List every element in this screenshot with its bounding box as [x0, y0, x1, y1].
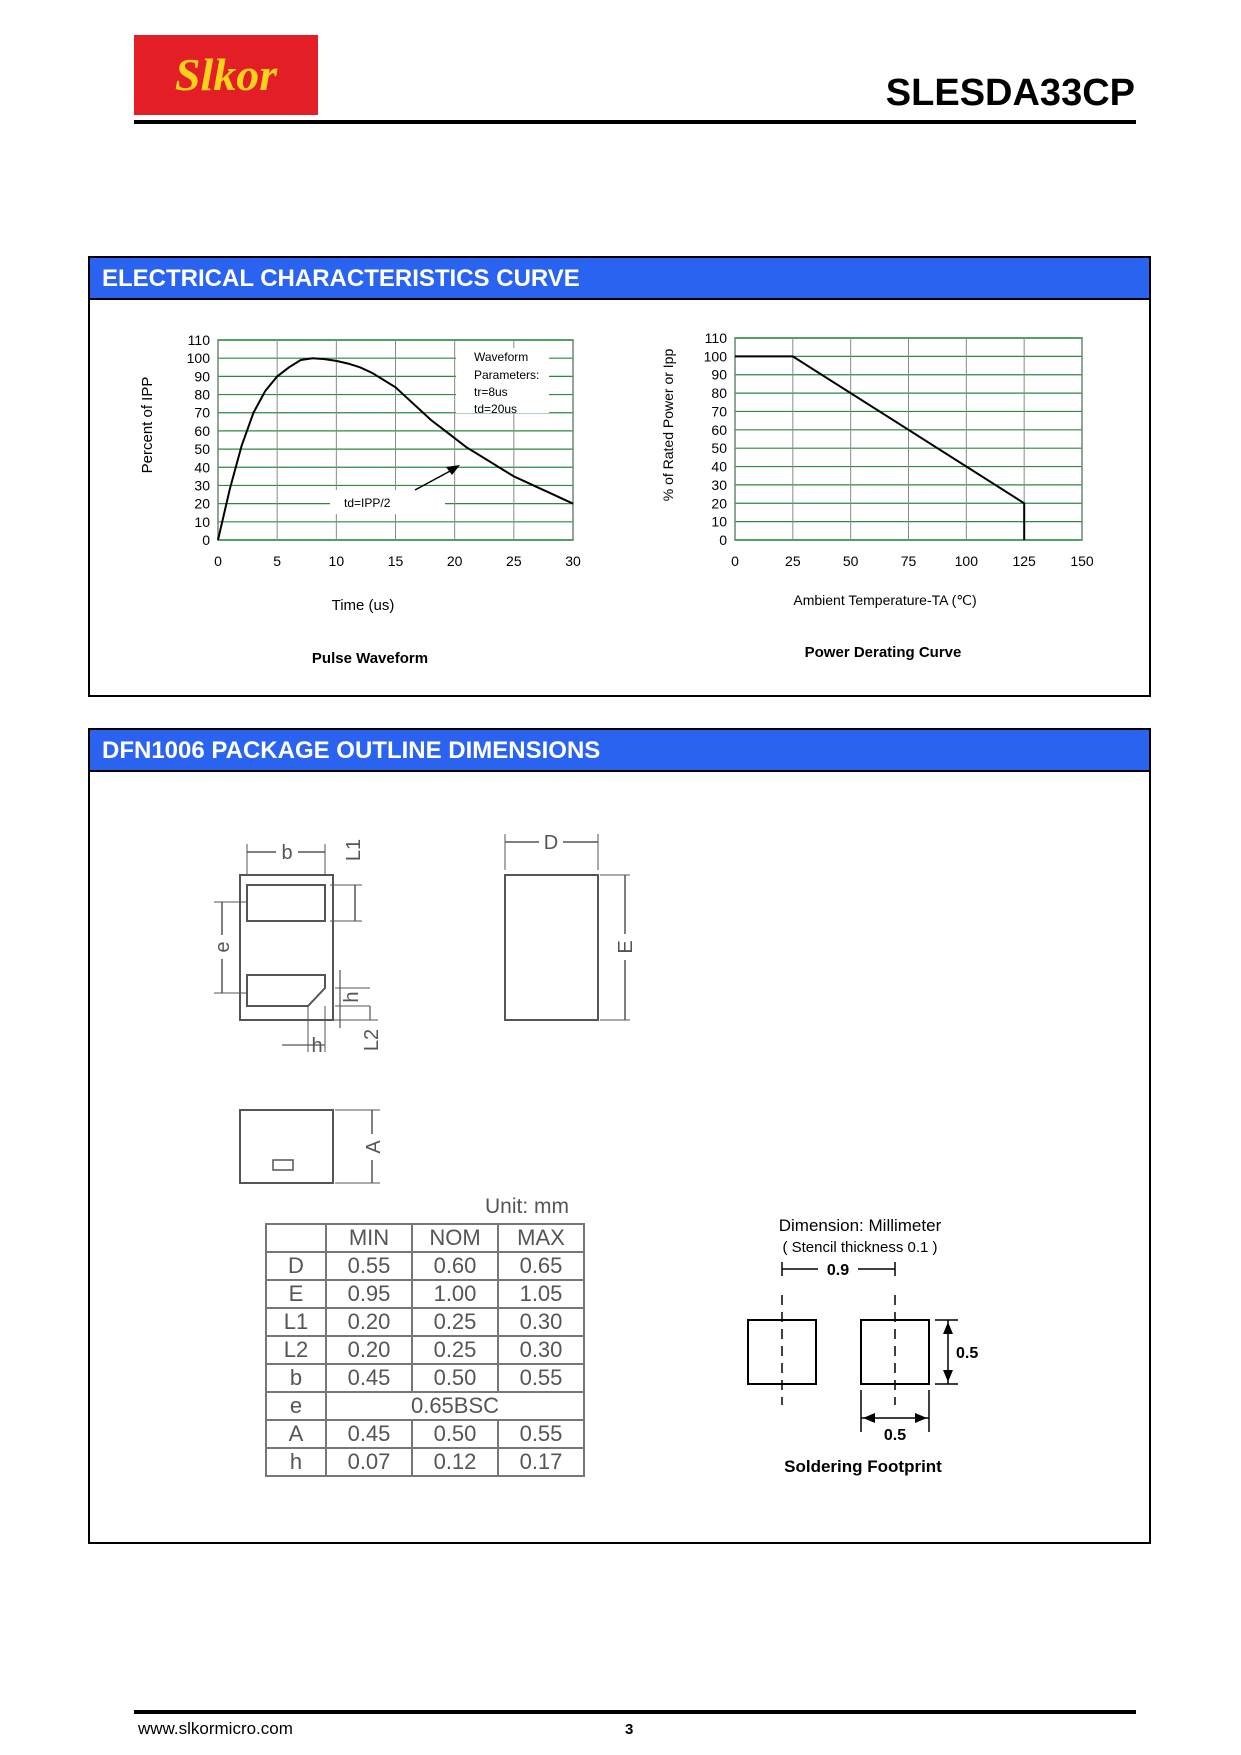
- y-tick-label: 70: [711, 403, 727, 420]
- table-cell: 0.20: [326, 1336, 412, 1364]
- y-tick-label: 10: [711, 513, 727, 530]
- table-cell: 0.45: [326, 1420, 412, 1448]
- logo-text: Slkor: [174, 49, 278, 100]
- height-arrow-up: [943, 1322, 953, 1334]
- table-cell: 0.55: [498, 1364, 584, 1392]
- table-cell: 0.20: [326, 1308, 412, 1336]
- dim-label-h-vertical: h: [341, 991, 363, 1003]
- y-tick-label: 30: [711, 476, 727, 493]
- y-tick-label: 70: [194, 404, 210, 421]
- x-tick-label: 125: [1012, 553, 1036, 569]
- table-cell: 0.55: [326, 1252, 412, 1280]
- y-ticks: [187, 332, 211, 548]
- slkor-logo: [134, 35, 318, 115]
- x-tick-label: 20: [446, 553, 463, 569]
- dim-label-l2: L2: [361, 1028, 383, 1052]
- table-row: [266, 1364, 584, 1392]
- y-tick-label: 50: [711, 440, 727, 457]
- table-cell: 1.05: [498, 1280, 584, 1308]
- width-arrow-left: [863, 1413, 875, 1423]
- part-number: SLESDA33CP: [885, 72, 1135, 114]
- x-axis-label: Ambient Temperature-TA (℃): [793, 592, 977, 608]
- pad-1: [247, 885, 325, 921]
- footer-url[interactable]: www.slkormicro.com: [138, 1719, 293, 1738]
- bottom-view-body: [240, 875, 333, 1020]
- table-row: [266, 1308, 584, 1336]
- table-cell: 0.65BSC: [326, 1392, 584, 1420]
- y-tick-label: 0: [719, 532, 727, 548]
- table-cell: D: [266, 1252, 326, 1280]
- legend-line-2: Parameters:: [474, 368, 540, 382]
- y-tick-label: 50: [194, 441, 210, 458]
- table-cell: 0.95: [326, 1280, 412, 1308]
- table-header-cell: MAX: [498, 1224, 584, 1252]
- dim-label-a: A: [363, 1140, 385, 1154]
- dim-label-b: b: [281, 842, 293, 864]
- y-tick-label: 110: [187, 332, 210, 348]
- y-tick-label: 100: [703, 348, 727, 365]
- table-header-cell: [266, 1224, 326, 1252]
- chart-title: Pulse Waveform: [311, 650, 429, 667]
- footprint-title: Soldering Footprint: [784, 1457, 942, 1476]
- x-tick-label: 10: [328, 553, 345, 569]
- table-cell: e: [266, 1392, 326, 1420]
- y-tick-label: 20: [194, 495, 210, 512]
- top-view-body: [505, 875, 598, 1020]
- power-derating-chart: [650, 325, 1120, 675]
- chart-title: Power Derating Curve: [804, 644, 962, 661]
- y-tick-label: 40: [194, 459, 210, 476]
- table-cell: 0.60: [412, 1252, 498, 1280]
- table-cell: 0.17: [498, 1448, 584, 1476]
- y-axis-label: % of Rated Power or Ipp: [660, 348, 676, 502]
- unit-label: Unit: mm: [485, 1195, 569, 1218]
- y-tick-label: 100: [186, 350, 210, 367]
- soldering-footprint-drawing: [730, 1210, 1010, 1480]
- x-tick-label: 75: [900, 553, 917, 569]
- height-label: 0.5: [956, 1345, 979, 1362]
- table-cell: L1: [266, 1308, 326, 1336]
- table-header-cell: NOM: [412, 1224, 498, 1252]
- y-tick-label: 80: [194, 386, 210, 403]
- y-tick-label: 110: [704, 330, 727, 346]
- y-tick-label: 40: [711, 458, 727, 475]
- x-tick-label: 0: [214, 553, 222, 569]
- pitch-label: 0.9: [826, 1262, 850, 1279]
- table-cell: 0.12: [412, 1448, 498, 1476]
- side-view-body: [240, 1110, 333, 1183]
- stencil-thickness: ( Stencil thickness 0.1 ): [782, 1239, 938, 1256]
- x-tick-label: 50: [842, 553, 859, 569]
- pad-2-chamfered: [247, 975, 325, 1006]
- dim-label-d: D: [543, 832, 559, 854]
- package-drawings: [200, 830, 637, 1200]
- dimension-title: Dimension: Millimeter: [778, 1216, 942, 1235]
- dimensions-table: [265, 1223, 585, 1477]
- y-axis-label: Percent of IPP: [139, 376, 156, 474]
- table-cell: 0.45: [326, 1364, 412, 1392]
- y-ticks: [704, 330, 728, 548]
- table-cell: 0.55: [498, 1420, 584, 1448]
- y-tick-label: 60: [194, 422, 210, 439]
- x-tick-label: 25: [506, 553, 522, 569]
- table-header-row: [266, 1224, 584, 1252]
- dim-label-e-body: E: [615, 940, 637, 954]
- legend-line-3: tr=8us: [474, 385, 508, 399]
- x-ticks: [731, 553, 1094, 569]
- section-title-electrical: ELECTRICAL CHARACTERISTICS CURVE: [90, 258, 1149, 300]
- table-cell: 1.00: [412, 1280, 498, 1308]
- y-tick-label: 30: [194, 477, 210, 494]
- table-cell: b: [266, 1364, 326, 1392]
- y-tick-label: 60: [711, 421, 727, 438]
- x-tick-label: 15: [387, 553, 404, 569]
- x-tick-label: 30: [565, 553, 581, 569]
- side-view-marker: [273, 1160, 293, 1170]
- table-cell: 0.50: [412, 1420, 498, 1448]
- table-cell: A: [266, 1420, 326, 1448]
- x-tick-label: 0: [731, 553, 739, 569]
- width-label: 0.5: [883, 1427, 907, 1444]
- table-row: [266, 1252, 584, 1280]
- table-cell: 0.30: [498, 1308, 584, 1336]
- table-cell: 0.07: [326, 1448, 412, 1476]
- table-row: [266, 1336, 584, 1364]
- grid: [735, 338, 1082, 540]
- table-row: [266, 1448, 584, 1476]
- x-tick-label: 5: [273, 553, 282, 569]
- y-tick-label: 90: [711, 366, 727, 383]
- section-title-package: DFN1006 PACKAGE OUTLINE DIMENSIONS: [90, 730, 1149, 772]
- table-cell: 0.50: [412, 1364, 498, 1392]
- dim-label-e: e: [212, 941, 234, 953]
- table-header-cell: MIN: [326, 1224, 412, 1252]
- x-ticks: [214, 553, 581, 569]
- legend-line-1: Waveform: [474, 350, 529, 364]
- table-cell: E: [266, 1280, 326, 1308]
- dim-label-h-horizontal: h: [311, 1035, 323, 1057]
- table-row: [266, 1420, 584, 1448]
- page-number: 3: [625, 1721, 634, 1738]
- width-arrow-right: [915, 1413, 927, 1423]
- y-tick-label: 80: [711, 385, 727, 402]
- pulse-waveform-chart: [130, 325, 610, 675]
- td-label: td=IPP/2: [344, 496, 391, 510]
- table-cell: 0.25: [412, 1308, 498, 1336]
- dim-label-l1: L1: [343, 838, 365, 862]
- y-tick-label: 90: [194, 368, 210, 385]
- y-tick-label: 0: [202, 532, 210, 548]
- height-arrow-down: [943, 1370, 953, 1382]
- x-tick-label: 150: [1070, 553, 1094, 569]
- x-tick-label: 100: [954, 553, 979, 569]
- y-tick-label: 20: [711, 495, 727, 512]
- x-axis-label: Time (us): [331, 597, 395, 614]
- table-row: [266, 1392, 584, 1420]
- footer-rule: [134, 1710, 1136, 1714]
- legend-line-4: td=20us: [474, 402, 518, 416]
- table-cell: 0.30: [498, 1336, 584, 1364]
- x-tick-label: 25: [785, 553, 801, 569]
- table-cell: h: [266, 1448, 326, 1476]
- table-cell: 0.25: [412, 1336, 498, 1364]
- table-cell: L2: [266, 1336, 326, 1364]
- table-cell: 0.65: [498, 1252, 584, 1280]
- table-row: [266, 1280, 584, 1308]
- header-rule: [134, 120, 1136, 124]
- y-tick-label: 10: [194, 513, 210, 530]
